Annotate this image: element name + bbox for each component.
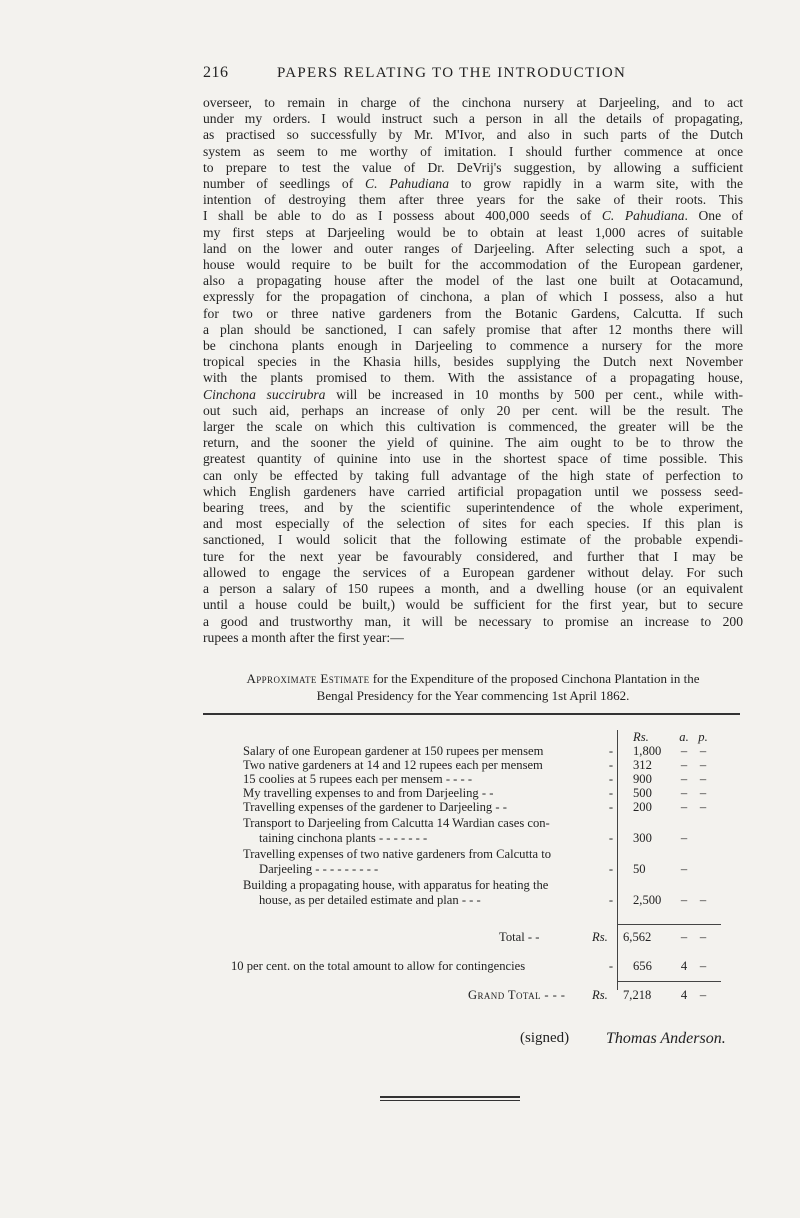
body-text bbox=[203, 95, 743, 646]
body-line: system as seem to me worthy of imitation. I should further commence at once bbox=[203, 143, 743, 159]
body-line: house would require to be built for the accommodation of the European gardener, bbox=[203, 257, 743, 273]
total-row bbox=[203, 930, 740, 945]
body-line: a good and trustworthy man, it will be necessary to promise an increase to 200 bbox=[203, 613, 743, 629]
item-annas: – bbox=[680, 893, 688, 907]
grand-total-rupees: 7,218 bbox=[623, 988, 652, 1002]
contingency-rupees: 656 bbox=[633, 959, 652, 973]
item-rupees: 2,500 bbox=[633, 893, 662, 907]
contingency-row bbox=[203, 959, 740, 974]
total-rupees: 6,562 bbox=[623, 930, 652, 944]
item-annas: – bbox=[680, 800, 688, 814]
body-line: bearing trees, and by the scientific superintendence of the whole experiment, bbox=[203, 500, 743, 516]
item-rupees: 312 bbox=[633, 758, 652, 772]
signatory-name: Thomas Anderson. bbox=[606, 1030, 726, 1047]
total-rs-label: Rs. bbox=[592, 930, 608, 944]
body-line: intention of destroying them after three years for the sake of their roots. This bbox=[203, 192, 743, 208]
running-header bbox=[203, 64, 743, 82]
table-row bbox=[203, 758, 740, 773]
item-rupees: 500 bbox=[633, 786, 652, 800]
item-annas: – bbox=[680, 772, 688, 786]
body-line: be cinchona plants enough in Darjeeling to commence a nursery for the more bbox=[203, 338, 743, 354]
table-row bbox=[203, 816, 740, 831]
body-line: rupees a month after the first year:— bbox=[203, 629, 404, 645]
table-header-row bbox=[203, 730, 740, 745]
body-line: until a house could be built,) would be sufficient for the first year, but to secure bbox=[203, 597, 743, 613]
body-line: with the plants promised to them. With the assistance of a propagating house, bbox=[203, 370, 743, 386]
total-rule bbox=[617, 924, 721, 925]
caption-line-1: for the Expenditure of the proposed Cinchona Plantation in the bbox=[372, 671, 700, 686]
caption-line-2: Bengal Presidency for the Year commencing 1st April 1862. bbox=[316, 688, 630, 703]
item-annas: – bbox=[680, 744, 688, 758]
grand-total-label: Grand Total - - - bbox=[468, 988, 566, 1002]
item-dash: - bbox=[608, 758, 614, 772]
total-pice: – bbox=[699, 930, 707, 944]
grand-total-row bbox=[203, 988, 740, 1003]
body-line: sanctioned, I would solicit that the following estimate of the probable expendi- bbox=[203, 532, 743, 548]
grand-total-rule bbox=[617, 981, 721, 982]
item-dash: - bbox=[608, 893, 614, 907]
col-annas-header: a. bbox=[679, 730, 689, 744]
table-row bbox=[203, 847, 740, 862]
body-line: overseer, to remain in charge of the cinchona nursery at Darjeeling, and to act bbox=[203, 95, 743, 110]
item-dash: - bbox=[608, 800, 614, 814]
item-pice: – bbox=[699, 758, 707, 772]
body-line: land on the lower and outer ranges of Darjeeling. After selecting such a spot, a bbox=[203, 240, 743, 256]
table-row bbox=[203, 744, 740, 759]
body-line: ture for the next year be favourably considered, and further that I may be bbox=[203, 548, 743, 564]
closing-rule-thin bbox=[380, 1100, 520, 1101]
item-pice: – bbox=[699, 772, 707, 786]
body-line: to prepare to test the value of Dr. DeVrij's suggestion, by allowing a sufficient bbox=[203, 159, 743, 175]
table-row bbox=[203, 878, 740, 893]
grand-total-annas: 4 bbox=[680, 988, 688, 1002]
item-dash: - bbox=[608, 786, 614, 800]
running-title: PAPERS RELATING TO THE INTRODUCTION bbox=[277, 65, 627, 81]
item-pice: – bbox=[699, 744, 707, 758]
body-line: I shall be able to do as I possess about 400,000 seeds of C. Pahudiana. One of bbox=[203, 208, 743, 224]
body-line: number of seedlings of C. Pahudiana to grow rapidly in a warm site, with the bbox=[203, 176, 743, 192]
body-line: out such aid, perhaps an increase of only 20 per cent. will be the result. The bbox=[203, 402, 743, 418]
body-line: a person a salary of 150 rupees a month, and a dwelling house (or an equivalent bbox=[203, 581, 743, 597]
body-line: a plan should be sanctioned, I can safely promise that after 12 months there will bbox=[203, 321, 743, 337]
table-row bbox=[203, 772, 740, 787]
body-line: for two or three native gardeners from the Botanic Gardens, Calcutta. If such bbox=[203, 305, 743, 321]
body-line: can only be effected by taking full advantage of the high state of perfection to bbox=[203, 467, 743, 483]
contingency-annas: 4 bbox=[680, 959, 688, 973]
item-dash: - bbox=[608, 831, 614, 845]
table-top-rule bbox=[203, 713, 740, 715]
body-line: greatest quantity of quinine into use in the shortest space of time possible. This bbox=[203, 451, 743, 467]
table-row bbox=[203, 831, 740, 846]
col-pice-header: p. bbox=[698, 730, 708, 744]
item-description: 15 coolies at 5 rupees each per mensem - - - - bbox=[243, 772, 473, 786]
caption-lead: Approximate Estimate bbox=[246, 671, 370, 686]
grand-total-rs-label: Rs. bbox=[592, 988, 608, 1002]
page-number: 216 bbox=[203, 64, 229, 81]
item-description: Two native gardeners at 14 and 12 rupees each per mensem bbox=[243, 758, 543, 772]
total-label: Total - - bbox=[499, 930, 540, 944]
item-description: Travelling expenses of two native gardeners from Calcutta to bbox=[243, 847, 551, 861]
closing-rule bbox=[380, 1096, 520, 1098]
body-line: expressly for the propagation of cinchona, a plan of which I possess, also a hut bbox=[203, 289, 743, 305]
body-line: my first steps at Darjeeling would be to obtain at least 1,000 acres of suitable bbox=[203, 224, 743, 240]
item-rupees: 200 bbox=[633, 800, 652, 814]
item-description: My travelling expenses to and from Darjeeling - - bbox=[243, 786, 494, 800]
total-annas: – bbox=[680, 930, 688, 944]
item-pice: – bbox=[699, 800, 707, 814]
item-description: Travelling expenses of the gardener to Darjeeling - - bbox=[243, 800, 507, 814]
body-line: under my orders. I would instruct such a person in all the details of propagating, bbox=[203, 111, 743, 127]
body-line: allowed to engage the services of a European gardener without delay. For such bbox=[203, 564, 743, 580]
contingency-label: 10 per cent. on the total amount to allow for contingencies bbox=[231, 959, 526, 973]
body-line: as practised so successfully by Mr. M'Ivor, and also in such parts of the Dutch bbox=[203, 127, 743, 143]
item-description: Salary of one European gardener at 150 rupees per mensem bbox=[243, 744, 544, 758]
item-annas: – bbox=[680, 831, 688, 845]
body-line: Cinchona succirubra will be increased in 10 months by 500 per cent., while with- bbox=[203, 386, 743, 402]
body-line: and most especially of the selection of sites for each species. If this plan is bbox=[203, 516, 743, 532]
signed-note: (signed) bbox=[520, 1030, 570, 1046]
table-row bbox=[203, 800, 740, 815]
item-dash: - bbox=[608, 772, 614, 786]
item-rupees: 300 bbox=[633, 831, 652, 845]
item-dash: - bbox=[608, 862, 614, 876]
item-description: taining cinchona plants - - - - - - - bbox=[259, 831, 428, 845]
body-line: tropical species in the Khasia hills, besides supplying the Dutch next November bbox=[203, 354, 743, 370]
item-rupees: 50 bbox=[633, 862, 646, 876]
table-row bbox=[203, 786, 740, 801]
item-rupees: 900 bbox=[633, 772, 652, 786]
item-annas: – bbox=[680, 786, 688, 800]
item-annas: – bbox=[680, 758, 688, 772]
table-row bbox=[203, 893, 740, 908]
item-pice: – bbox=[699, 893, 707, 907]
body-line: which English gardeners have carried artificial propagation until we possess seed- bbox=[203, 483, 743, 499]
col-rupees-header: Rs. bbox=[633, 730, 649, 744]
contingency-pice: – bbox=[699, 959, 707, 973]
item-pice: – bbox=[699, 786, 707, 800]
body-line: larger the scale on which this cultivation is commenced, the greater will be the bbox=[203, 419, 743, 435]
item-rupees: 1,800 bbox=[633, 744, 662, 758]
grand-total-pice: – bbox=[699, 988, 707, 1002]
body-line: also a propagating house after the model of the last one built at Ootacamund, bbox=[203, 273, 743, 289]
item-description: Darjeeling - - - - - - - - - bbox=[259, 862, 379, 876]
item-description: Building a propagating house, with apparatus for heating the bbox=[243, 878, 549, 892]
item-annas: – bbox=[680, 862, 688, 876]
item-description: Transport to Darjeeling from Calcutta 14 Wardian cases con- bbox=[243, 816, 550, 830]
item-description: house, as per detailed estimate and plan - - - bbox=[259, 893, 481, 907]
table-row bbox=[203, 862, 740, 877]
item-dash: - bbox=[608, 744, 614, 758]
body-line: return, and the sooner the yield of quinine. The aim ought to be to throw the bbox=[203, 435, 743, 451]
estimate-caption bbox=[203, 670, 743, 704]
contingency-dash: - bbox=[608, 959, 614, 973]
